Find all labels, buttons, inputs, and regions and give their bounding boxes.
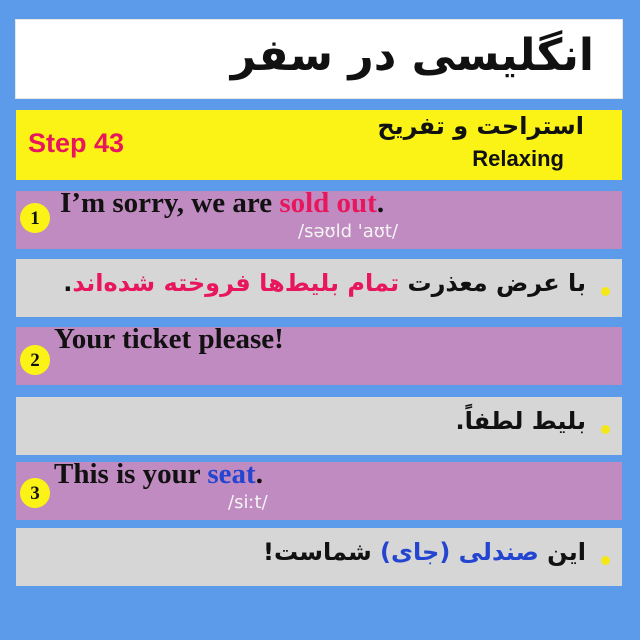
english-punctuation: .	[376, 187, 385, 219]
english-sentence-3	[54, 458, 263, 491]
number-badge-1: 1	[20, 203, 50, 233]
persian-highlight: تمام بلیط‌ها فروخته شده‌اند	[72, 269, 400, 297]
persian-text-end: شماست!	[263, 538, 381, 566]
english-sentence-1	[60, 187, 384, 220]
persian-sentence-3	[263, 538, 586, 566]
persian-card-2	[16, 397, 622, 455]
step-label: Step 43	[28, 128, 125, 158]
persian-sentence-1	[63, 269, 586, 297]
english-sentence-2: Your ticket please!	[54, 323, 284, 355]
pronunciation-3: /siːt/	[228, 492, 268, 513]
persian-sentence-2: بلیط لطفاً.	[455, 407, 586, 435]
step-title-english: Relaxing	[472, 146, 564, 171]
bullet-dot	[601, 287, 610, 296]
persian-card-1	[16, 259, 622, 317]
title-banner	[16, 20, 622, 98]
step-title-persian: استراحت و تفریح	[377, 112, 584, 140]
english-card-3	[16, 458, 622, 520]
english-card-1	[16, 187, 622, 249]
english-text: This is your	[54, 458, 208, 490]
page-title: انگلیسی در سفر	[230, 30, 594, 81]
persian-card-3	[16, 528, 622, 586]
number-badge-2: 2	[20, 345, 50, 375]
english-card-2	[16, 323, 622, 385]
bullet-dot	[601, 425, 610, 434]
step-bar	[16, 110, 622, 180]
english-highlight: seat	[207, 458, 256, 490]
pronunciation-1: /səʊld 'aʊt/	[298, 221, 399, 242]
english-highlight: sold out	[279, 187, 377, 219]
english-punctuation: .	[255, 458, 263, 490]
persian-text: این	[538, 538, 586, 566]
persian-text: با عرض معذرت	[399, 269, 586, 297]
persian-punctuation: .	[63, 269, 73, 297]
number-badge-3: 3	[20, 478, 50, 508]
bullet-dot	[601, 556, 610, 565]
english-text: I’m sorry, we are	[60, 187, 280, 219]
persian-highlight: صندلی (جای)	[380, 538, 539, 566]
